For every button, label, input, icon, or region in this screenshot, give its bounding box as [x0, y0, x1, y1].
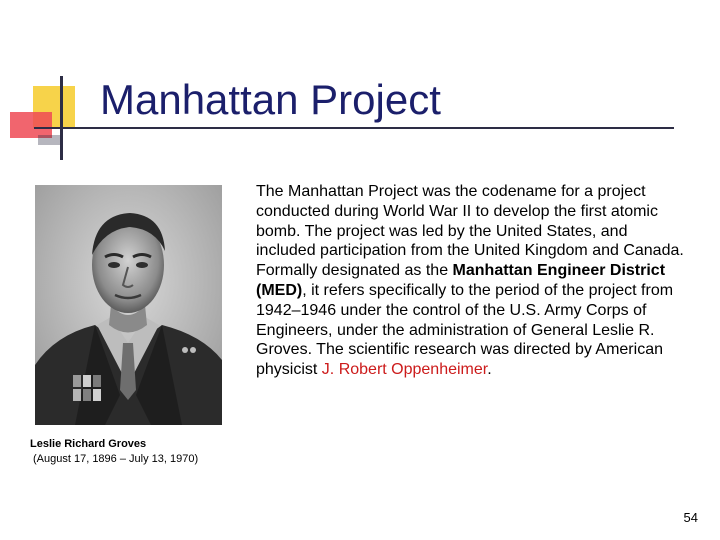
- page-number: 54: [683, 510, 698, 525]
- title-underline: [34, 127, 674, 129]
- caption-dates: (August 17, 1896 – July 13, 1970): [33, 453, 199, 465]
- body-paragraph: [256, 182, 686, 380]
- portrait-photo: [35, 185, 222, 425]
- body-text-bold-term: Manhattan Engineer District (MED): [256, 262, 666, 299]
- title-ornament-shadow: [38, 135, 60, 145]
- portrait-illustration: [35, 185, 222, 425]
- photo-caption: [30, 437, 290, 467]
- body-text-part1: The Manhattan Project was the codename for a project conducted during World War II to develop the first atomic bomb. The project was led by the United States, and included participation from the United Kingdom and Canada. Formally designated as the: [256, 183, 684, 280]
- body-text-highlight-name: J. Robert Oppenheimer: [321, 361, 488, 379]
- slide-title: Manhattan Project: [100, 76, 441, 123]
- caption-name: Leslie Richard Groves: [30, 438, 147, 450]
- body-text-part2: , it refers specifically to the period of the project from 1942–1946 under the control of the U.S. Army Corps of Engineers, under the administration of General Leslie R. Groves. The scientific research was directed by American physicist: [256, 281, 674, 379]
- title-ornament-vertical-line: [60, 76, 63, 160]
- body-text-end: .: [487, 361, 492, 379]
